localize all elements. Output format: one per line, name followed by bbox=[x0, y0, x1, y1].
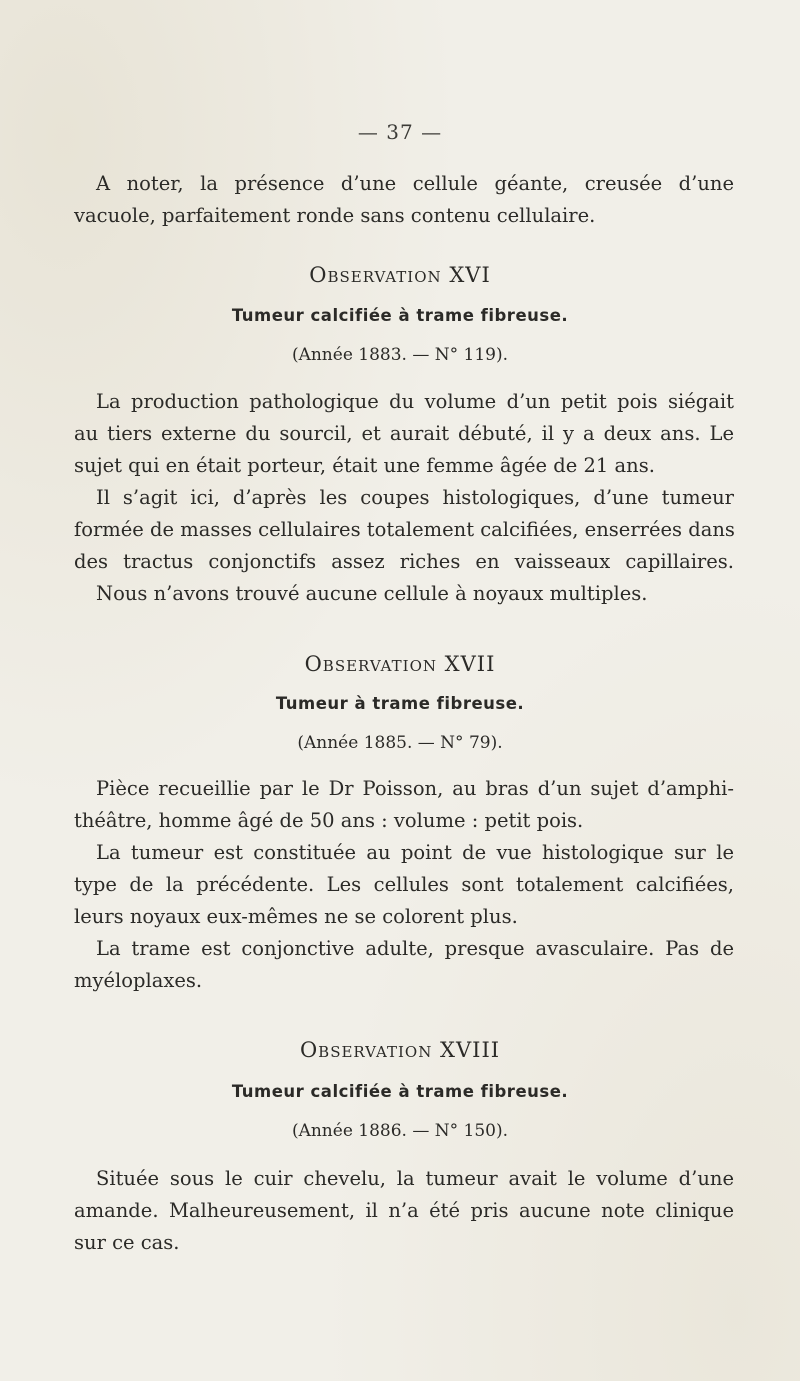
text-line: vacuole, parfaitement ronde sans contenu cellulaire. bbox=[74, 204, 596, 227]
text-line: des tractus conjonctifs assez riches en vaisseaux capillaires. bbox=[74, 550, 734, 573]
text-line: théâtre, homme âgé de 50 ans : volume : petit pois. bbox=[74, 809, 584, 832]
observation-subtitle: Tumeur calcifiée à trame fibreuse. bbox=[231, 1082, 569, 1101]
text-line: formée de masses cellulaires totalement calcifiées, enserrées dans bbox=[74, 518, 735, 541]
text-line: au tiers externe du sourcil, et aurait débuté, il y a deux ans. Le bbox=[74, 422, 734, 445]
text-line: amande. Malheureusement, il n’a été pris aucune note clinique bbox=[74, 1199, 734, 1222]
observation-title: Observation XVI bbox=[309, 263, 491, 287]
observation-body bbox=[74, 773, 734, 997]
text-line: myéloplaxes. bbox=[74, 969, 203, 992]
text-line: sujet qui en était porteur, était une femme âgée de 21 ans. bbox=[74, 454, 655, 477]
text-line: Située sous le cuir chevelu, la tumeur avait le volume d’une bbox=[96, 1167, 734, 1190]
observation-title: Observation XVIII bbox=[299, 1038, 501, 1062]
text-line: A noter, la présence d’une cellule géante, creusée d’une bbox=[96, 172, 734, 195]
text-line: Pièce recueillie par le Dr Poisson, au bras d’un sujet d’amphi- bbox=[96, 777, 734, 800]
observation-reference: (Année 1886. — N° 150). bbox=[291, 1121, 509, 1141]
observation-subtitle: Tumeur à trame fibreuse. bbox=[275, 694, 525, 713]
observation-body bbox=[74, 386, 734, 610]
observation-subtitle: Tumeur calcifiée à trame fibreuse. bbox=[231, 306, 569, 325]
text-line: Il s’agit ici, d’après les coupes histologiques, d’une tumeur bbox=[96, 486, 734, 509]
text-line: sur ce cas. bbox=[74, 1231, 180, 1254]
page-number: — 37 — bbox=[357, 120, 443, 144]
observation-body bbox=[74, 1163, 734, 1259]
text-line: Nous n’avons trouvé aucune cellule à noyaux multiples. bbox=[96, 582, 648, 605]
text-line: La trame est conjonctive adulte, presque avasculaire. Pas de bbox=[96, 937, 734, 960]
observation-title: Observation XVII bbox=[304, 652, 496, 676]
text-line: leurs noyaux eux-mêmes ne se colorent plus. bbox=[74, 905, 518, 928]
text-line: type de la précédente. Les cellules sont totalement calcifiées, bbox=[74, 873, 734, 896]
observation-reference: (Année 1883. — N° 119). bbox=[291, 345, 509, 365]
text-line: La tumeur est constituée au point de vue histologique sur le bbox=[96, 841, 734, 864]
text-line: La production pathologique du volume d’un petit pois siégait bbox=[96, 390, 734, 413]
intro-paragraph bbox=[74, 168, 734, 232]
observation-reference: (Année 1885. — N° 79). bbox=[297, 733, 503, 753]
